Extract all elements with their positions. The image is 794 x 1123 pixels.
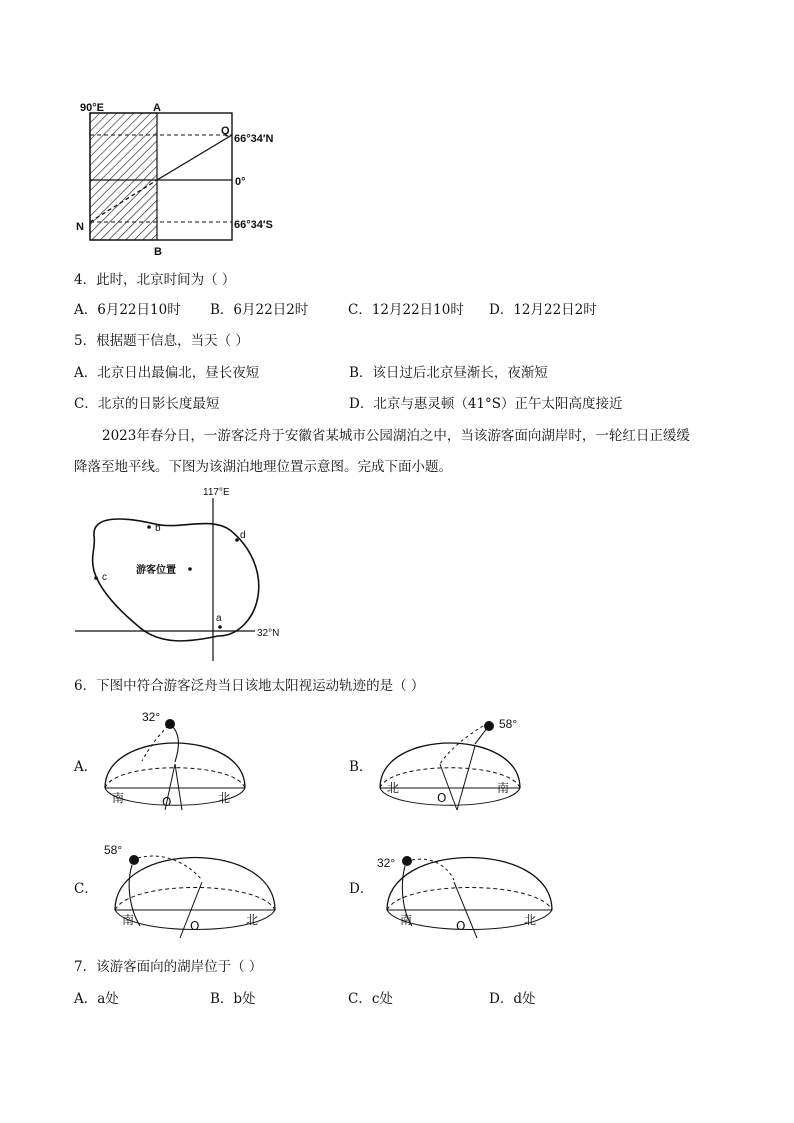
q4-option-a: A．6月22日10时 <box>74 302 181 318</box>
q6-option-d-diagram <box>372 830 562 942</box>
option-d-angle: 32° <box>377 856 396 870</box>
q6-option-b-diagram <box>375 706 525 818</box>
point-d <box>235 538 239 542</box>
q5-option-a: A．北京日出最偏北，昼长夜短 <box>74 365 260 381</box>
intro-line-2: 降落至地平线。下图为该湖泊地理位置示意图。完成下面小题。 <box>74 459 452 475</box>
option-a-right-label: 北 <box>218 791 231 805</box>
option-c-right-label: 北 <box>246 913 259 927</box>
q5-stem: 5．根据题干信息，当天（ ） <box>74 333 249 349</box>
night-hatched-area <box>90 113 157 240</box>
sun-icon <box>402 856 412 866</box>
label-0deg: 0° <box>235 176 246 188</box>
option-c-angle: 58° <box>104 843 123 857</box>
tourist-position-dot <box>188 567 192 571</box>
terminator-solid <box>157 135 232 180</box>
label-a: A <box>153 102 161 114</box>
lake-outline <box>93 519 259 641</box>
q4-stem: 4．此时，北京时间为（ ） <box>74 272 236 288</box>
label-b: B <box>154 246 162 258</box>
point-a <box>218 625 222 629</box>
q7-option-d: D．d处 <box>489 991 536 1007</box>
q6-option-d-letter: D． <box>349 881 374 897</box>
option-d-center: O <box>456 919 466 933</box>
label-q: Q <box>221 125 230 137</box>
label-point-c: c <box>102 572 107 583</box>
label-66n: 66°34′N <box>234 133 274 145</box>
option-b-left-label: 北 <box>387 781 400 795</box>
q6-option-b-letter: B． <box>349 759 373 775</box>
label-point-b: b <box>155 523 161 534</box>
option-c-left-label: 南 <box>122 913 135 927</box>
point-c <box>94 576 98 580</box>
q4-option-b: B．6月22日2时 <box>210 302 309 318</box>
option-a-center: O <box>162 795 172 809</box>
label-n: N <box>76 221 84 233</box>
q7-option-a: A．a处 <box>74 991 119 1007</box>
point-b <box>147 525 151 529</box>
q6-option-a-letter: A． <box>74 759 98 775</box>
label-32n: 32°N <box>257 628 280 639</box>
label-point-a: a <box>216 613 222 624</box>
q5-option-b: B．该日过后北京昼渐长，夜渐短 <box>349 365 548 381</box>
option-b-center: O <box>437 791 447 805</box>
q7-stem: 7．该游客面向的湖岸位于（ ） <box>74 959 263 975</box>
option-b-right-label: 南 <box>497 781 510 795</box>
figure-illumination-diagram <box>72 98 332 260</box>
sun-icon <box>129 855 139 865</box>
option-d-left-label: 南 <box>400 913 413 927</box>
option-a-angle: 32° <box>142 710 161 724</box>
q4-option-c: C．12月22日10时 <box>348 302 464 318</box>
sun-icon <box>165 719 175 729</box>
sun-icon <box>484 721 494 731</box>
label-66s: 66°34′S <box>234 219 273 231</box>
q5-option-d: D．北京与惠灵顿（41°S）正午太阳高度接近 <box>349 396 623 412</box>
q6-option-a-diagram <box>100 706 250 818</box>
intro-line-1: 2023年春分日，一游客泛舟于安徽省某城市公园湖泊之中，当该游客面向湖岸时，一轮红日正缓缓 <box>102 428 690 444</box>
option-d-right-label: 北 <box>524 913 537 927</box>
option-a-left-label: 南 <box>112 791 125 805</box>
q4-option-d: D．12月22日2时 <box>489 302 597 318</box>
q5-option-c: C．北京的日影长度最短 <box>74 396 220 412</box>
q6-option-c-diagram <box>100 830 280 942</box>
option-c-center: O <box>190 919 200 933</box>
option-b-angle: 58° <box>499 717 518 731</box>
q6-stem: 6．下图中符合游客泛舟当日该地太阳视运动轨迹的是（ ） <box>74 678 425 694</box>
q7-option-c: C．c处 <box>348 991 393 1007</box>
label-point-d: d <box>240 530 246 541</box>
label-117e: 117°E <box>203 487 230 498</box>
q7-option-b: B．b处 <box>210 991 256 1007</box>
label-90e: 90°E <box>80 102 104 114</box>
label-tourist-position: 游客位置 <box>136 565 176 576</box>
figure-lake-map <box>70 486 300 666</box>
q6-option-c-letter: C． <box>74 881 98 897</box>
